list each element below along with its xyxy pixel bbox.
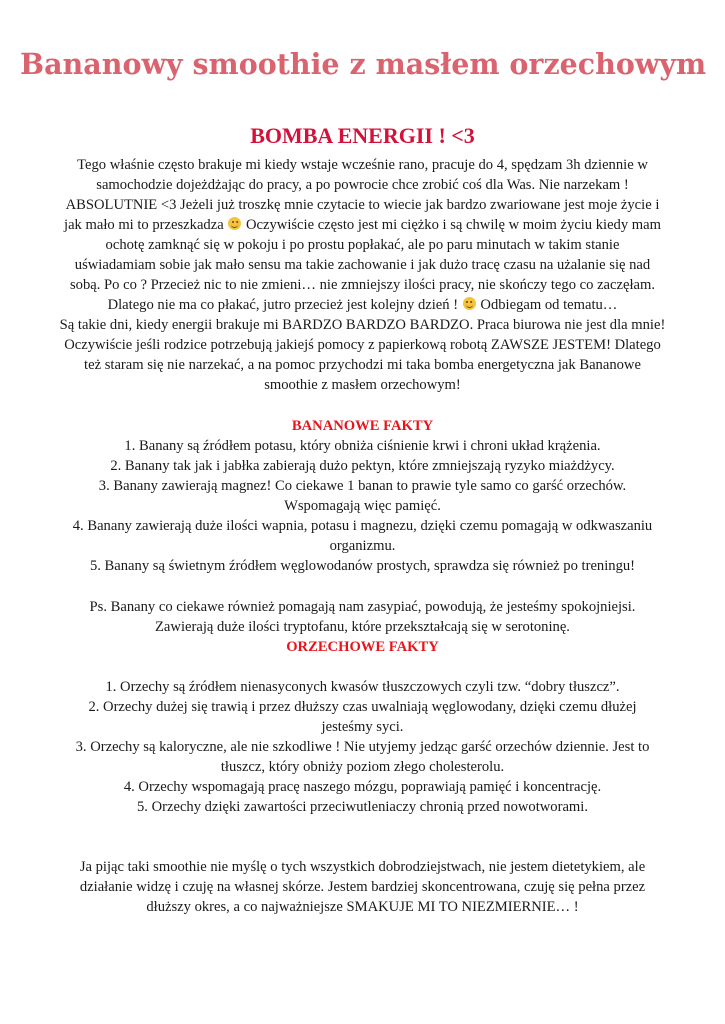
banana-fact-line: Wspomagają więc pamięć. bbox=[284, 498, 441, 514]
outro-line: działanie widzę i czuję na własnej skórze. Jestem bardziej skoncentrowana, czuję się pełna przez bbox=[79, 879, 646, 895]
smiley-icon bbox=[228, 217, 241, 230]
banana-fact-line: 1. Banany są źródłem potasu, który obniża ciśnienie krwi i chroni układ krążenia. bbox=[124, 438, 601, 454]
outro-line: dłuższy okres, a co najważniejsze SMAKUJE MI TO NIEZMIERNIE… ! bbox=[146, 899, 579, 915]
intro-line bbox=[48, 295, 677, 315]
outro-paragraph bbox=[48, 857, 677, 917]
nut-fact-line: tłuszcz, który obniży poziom złego cholesterolu. bbox=[220, 759, 505, 775]
banana-facts-list bbox=[48, 436, 677, 576]
nut-fact-line: 4. Orzechy wspomagają pracę naszego mózgu, poprawiają pamięć i koncentrację. bbox=[123, 779, 602, 795]
ps-note bbox=[48, 597, 677, 637]
smiley-icon bbox=[463, 297, 476, 310]
nut-fact-line: 2. Orzechy dużej się trawią i przez dłuższy czas uwalniają węglowodany, dzięki czemu dłużej bbox=[88, 699, 637, 715]
banana-fact-line: organizmu. bbox=[329, 538, 396, 554]
banana-fact-line: 5. Banany są świetnym źródłem węglowodanów prostych, sprawdza się również po treningu! bbox=[89, 558, 636, 574]
intro-line: Tego właśnie często brakuje mi kiedy wstaje wcześnie rano, pracuje do 4, spędzam 3h dziennie w bbox=[77, 157, 648, 173]
intro-text: Dlatego nie ma co płakać, jutro przecież jest kolejny dzień ! bbox=[107, 297, 459, 313]
nut-fact-line: 5. Orzechy dzięki zawartości przeciwutleniaczy chronią przed nowotworami. bbox=[137, 799, 588, 815]
intro-paragraph bbox=[48, 155, 677, 395]
nut-fact-line: 1. Orzechy są źródłem nienasyconych kwasów tłuszczowych czyli tzw. “dobry tłuszcz”. bbox=[105, 679, 620, 695]
intro-line: samochodzie dojeżdżając do pracy, a po powrocie chce zrobić coś dla Was. Nie narzekam ! bbox=[96, 177, 629, 193]
ps-line: Ps. Banany co ciekawe również pomagają nam zasypiać, powodują, że jesteśmy spokojniejsi. bbox=[89, 599, 636, 615]
banana-fact-line: 3. Banany zawierają magnez! Co ciekawe 1 banan to prawie tyle samo co garść orzechów. bbox=[98, 478, 627, 494]
banana-fact-line: 2. Banany tak jak i jabłka zabierają dużo pektyn, które zmniejszają ryzyko miażdżycy. bbox=[110, 458, 615, 474]
nut-fact-line: 3. Orzechy są kaloryczne, ale nie szkodliwe ! Nie utyjemy jedząc garść orzechów dziennie. Jest to bbox=[75, 739, 650, 755]
banana-facts-heading: BANANOWE FAKTY bbox=[291, 418, 434, 434]
intro-line: ochotę zamknąć się w pokoju i po prostu popłakać, ale po paru minutach w takim stanie bbox=[105, 237, 620, 253]
intro-line: smoothie z masłem orzechowym! bbox=[264, 377, 461, 393]
ps-line: Zawierają duże ilości tryptofanu, które przekształcają się w serotoninę. bbox=[155, 619, 570, 635]
intro-line: też staram się nie narzekać, a na pomoc przychodzi mi taka bomba energetyczna jak Bananowe bbox=[84, 357, 641, 373]
intro-line bbox=[48, 215, 677, 235]
intro-text: Oczywiście często jest mi ciężko i są chwilę w moim życiu kiedy mam bbox=[245, 217, 661, 233]
page-title: Bananowy smoothie z masłem orzechowym bbox=[20, 47, 707, 81]
intro-line: uświadamiam sobie jak mało sensu ma takie zachowanie i jak dużo tracę czasu na użalanie się nad bbox=[74, 257, 651, 273]
intro-line: Są takie dni, kiedy energii brakuje mi BARDZO BARDZO BARDZO. Praca biurowa nie jest dla mnie! bbox=[59, 317, 666, 333]
nut-fact-line: jesteśmy syci. bbox=[321, 719, 404, 735]
outro-line: Ja pijąc taki smoothie nie myślę o tych wszystkich dobrodziejstwach, nie jestem dietetykiem, ale bbox=[79, 859, 646, 875]
nut-facts-heading: ORZECHOWE FAKTY bbox=[286, 639, 439, 655]
intro-line: ABSOLUTNIE <3 Jeżeli już troszkę mnie czytacie to wiecie jak bardzo zwariowane jest moje życie i bbox=[65, 197, 660, 213]
intro-line: Oczywiście jeśli rodzice potrzebują jakiejś pomocy z papierkową robotą ZAWSZE JESTEM! Dlatego bbox=[64, 337, 661, 353]
nut-facts-list bbox=[48, 677, 677, 817]
intro-text: Odbiegam od tematu… bbox=[480, 297, 618, 313]
intro-text: jak mało mi to przeszkadza bbox=[64, 217, 224, 233]
section-subtitle: BOMBA ENERGII ! <3 bbox=[250, 123, 475, 148]
banana-fact-line: 4. Banany zawierają duże ilości wapnia, potasu i magnezu, dzięki czemu pomagają w odkwaszaniu bbox=[72, 518, 653, 534]
intro-line: sobą. Po co ? Przecież nic to nie zmieni… nie zmniejszy ilości pracy, nie skończy tego co zaczęłam. bbox=[69, 277, 655, 293]
